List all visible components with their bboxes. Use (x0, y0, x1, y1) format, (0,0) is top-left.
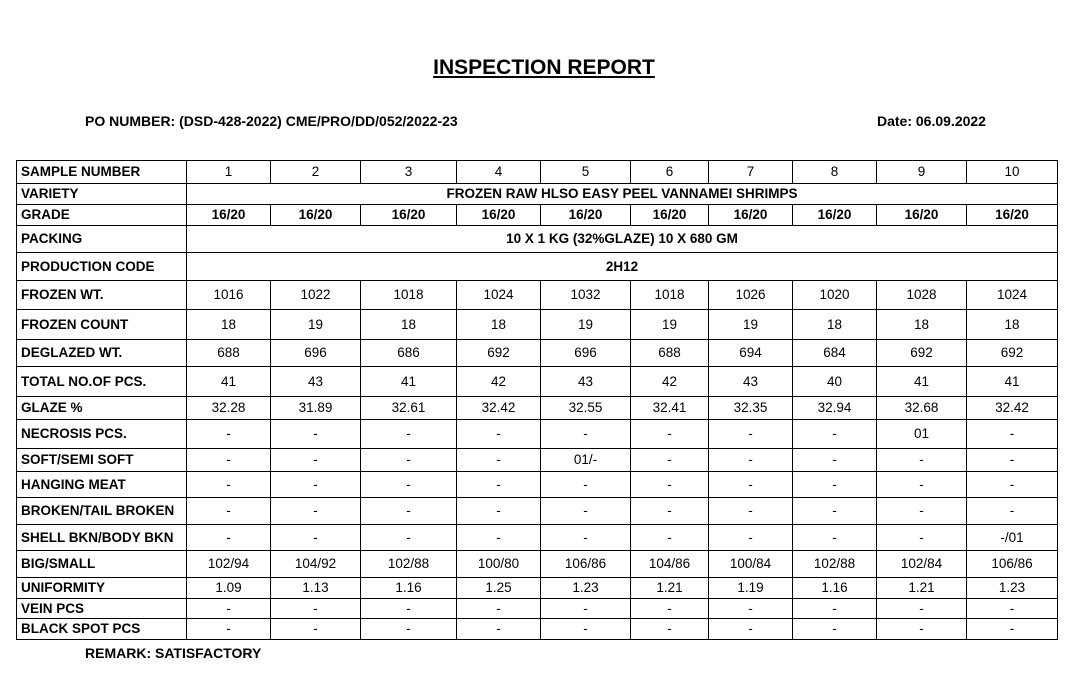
sample-cell: 7 (709, 161, 793, 184)
table-row (17, 525, 1058, 551)
sample-cell: 3 (361, 161, 457, 184)
sample-cell: 6 (631, 161, 709, 184)
sample-number-row (17, 161, 1058, 184)
value-cell: 1028 (877, 281, 967, 310)
value-cell: 696 (271, 340, 361, 367)
value-cell: 1024 (457, 281, 541, 310)
table-row (17, 498, 1058, 525)
value-cell: - (967, 449, 1058, 472)
value-cell: - (361, 599, 457, 619)
grade-cell: 16/20 (877, 205, 967, 226)
value-cell: 684 (793, 340, 877, 367)
variety-row (17, 184, 1058, 205)
value-cell: - (271, 599, 361, 619)
value-cell: 106/86 (541, 551, 631, 578)
value-cell: 102/88 (361, 551, 457, 578)
value-cell: - (793, 449, 877, 472)
value-cell: - (541, 498, 631, 525)
value-cell: 01 (877, 420, 967, 449)
value-cell: 1018 (631, 281, 709, 310)
row-label: HANGING MEAT (17, 472, 187, 498)
row-label: PRODUCTION CODE (17, 253, 187, 281)
value-cell: 100/84 (709, 551, 793, 578)
value-cell: - (709, 472, 793, 498)
value-cell: - (793, 498, 877, 525)
inspection-table (16, 160, 1058, 640)
value-cell: 692 (457, 340, 541, 367)
value-cell: -/01 (967, 525, 1058, 551)
value-cell: 43 (271, 367, 361, 397)
sample-cell: 2 (271, 161, 361, 184)
value-cell: 100/80 (457, 551, 541, 578)
grade-cell: 16/20 (631, 205, 709, 226)
value-cell: 1016 (187, 281, 271, 310)
row-label: PACKING (17, 226, 187, 253)
value-cell: - (877, 498, 967, 525)
value-cell: - (361, 525, 457, 551)
value-cell: 32.41 (631, 397, 709, 420)
value-cell: 1032 (541, 281, 631, 310)
value-cell: - (541, 525, 631, 551)
value-cell: 696 (541, 340, 631, 367)
value-cell: - (457, 619, 541, 640)
value-cell: - (793, 525, 877, 551)
value-cell: 32.42 (967, 397, 1058, 420)
value-cell: 1.09 (187, 578, 271, 599)
value-cell: 1018 (361, 281, 457, 310)
value-cell: - (967, 498, 1058, 525)
value-cell: 102/88 (793, 551, 877, 578)
sample-cell: 10 (967, 161, 1058, 184)
value-cell: - (967, 420, 1058, 449)
grade-cell: 16/20 (709, 205, 793, 226)
value-cell: 32.42 (457, 397, 541, 420)
value-cell: 692 (877, 340, 967, 367)
row-label: SAMPLE NUMBER (17, 161, 187, 184)
row-label: BLACK SPOT PCS (17, 619, 187, 640)
value-cell: - (877, 599, 967, 619)
value-cell: - (709, 449, 793, 472)
value-cell: 692 (967, 340, 1058, 367)
value-cell: 102/94 (187, 551, 271, 578)
grade-row (17, 205, 1058, 226)
value-cell: - (709, 599, 793, 619)
value-cell: 1.21 (631, 578, 709, 599)
value-cell: - (457, 525, 541, 551)
value-cell: - (877, 449, 967, 472)
value-cell: - (631, 498, 709, 525)
row-label: GRADE (17, 205, 187, 226)
value-cell: - (457, 599, 541, 619)
value-cell: 42 (631, 367, 709, 397)
value-cell: - (877, 525, 967, 551)
value-cell: 18 (187, 310, 271, 340)
value-cell: 19 (631, 310, 709, 340)
value-cell: 42 (457, 367, 541, 397)
grade-cell: 16/20 (967, 205, 1058, 226)
value-cell: - (793, 472, 877, 498)
packing-cell: 10 X 1 KG (32%GLAZE) 10 X 680 GM (187, 226, 1058, 253)
value-cell: 18 (793, 310, 877, 340)
value-cell: - (271, 449, 361, 472)
value-cell: - (187, 420, 271, 449)
value-cell: - (541, 599, 631, 619)
value-cell: - (187, 498, 271, 525)
row-label: GLAZE % (17, 397, 187, 420)
value-cell: - (271, 472, 361, 498)
value-cell: - (967, 472, 1058, 498)
row-label: SHELL BKN/BODY BKN (17, 525, 187, 551)
sample-cell: 1 (187, 161, 271, 184)
value-cell: 41 (877, 367, 967, 397)
value-cell: - (361, 472, 457, 498)
value-cell: 32.94 (793, 397, 877, 420)
grade-cell: 16/20 (793, 205, 877, 226)
table-row (17, 340, 1058, 367)
table-row (17, 472, 1058, 498)
sample-cell: 4 (457, 161, 541, 184)
value-cell: - (709, 525, 793, 551)
value-cell: 32.35 (709, 397, 793, 420)
value-cell: 1.16 (361, 578, 457, 599)
value-cell: - (271, 619, 361, 640)
value-cell: - (187, 449, 271, 472)
table-row (17, 551, 1058, 578)
production-code-row (17, 253, 1058, 281)
table-row (17, 449, 1058, 472)
value-cell: - (967, 619, 1058, 640)
value-cell: 19 (709, 310, 793, 340)
value-cell: 1024 (967, 281, 1058, 310)
value-cell: - (793, 619, 877, 640)
table-row (17, 599, 1058, 619)
value-cell: 18 (877, 310, 967, 340)
row-label: VEIN PCS (17, 599, 187, 619)
value-cell: - (541, 420, 631, 449)
value-cell: 1022 (271, 281, 361, 310)
measurement-rows (17, 281, 1058, 640)
value-cell: - (709, 619, 793, 640)
value-cell: 32.28 (187, 397, 271, 420)
value-cell: 32.61 (361, 397, 457, 420)
report-title: INSPECTION REPORT (433, 56, 655, 79)
table-row (17, 397, 1058, 420)
row-label: FROZEN COUNT (17, 310, 187, 340)
value-cell: 1.21 (877, 578, 967, 599)
value-cell: - (877, 619, 967, 640)
value-cell: - (877, 472, 967, 498)
value-cell: - (187, 472, 271, 498)
grade-cell: 16/20 (457, 205, 541, 226)
value-cell: 104/86 (631, 551, 709, 578)
row-label: FROZEN WT. (17, 281, 187, 310)
report-date: Date: 06.09.2022 (877, 113, 986, 129)
value-cell: 1.23 (967, 578, 1058, 599)
value-cell: 1.19 (709, 578, 793, 599)
value-cell: 41 (187, 367, 271, 397)
value-cell: 1.13 (271, 578, 361, 599)
value-cell: - (457, 472, 541, 498)
value-cell: - (709, 498, 793, 525)
value-cell: - (271, 420, 361, 449)
value-cell: - (361, 420, 457, 449)
value-cell: 1020 (793, 281, 877, 310)
table-row (17, 367, 1058, 397)
row-label: DEGLAZED WT. (17, 340, 187, 367)
value-cell: - (457, 449, 541, 472)
value-cell: 18 (361, 310, 457, 340)
po-number: PO NUMBER: (DSD-428-2022) CME/PRO/DD/052/2022-23 (85, 113, 458, 129)
value-cell: 32.55 (541, 397, 631, 420)
value-cell: 19 (271, 310, 361, 340)
grade-cell: 16/20 (361, 205, 457, 226)
value-cell: - (187, 525, 271, 551)
row-label: BROKEN/TAIL BROKEN (17, 498, 187, 525)
row-label: VARIETY (17, 184, 187, 205)
value-cell: 41 (361, 367, 457, 397)
grade-cell: 16/20 (541, 205, 631, 226)
row-label: BIG/SMALL (17, 551, 187, 578)
value-cell: 1.25 (457, 578, 541, 599)
row-label: SOFT/SEMI SOFT (17, 449, 187, 472)
value-cell: - (457, 420, 541, 449)
value-cell: - (631, 619, 709, 640)
value-cell: 1.23 (541, 578, 631, 599)
value-cell: - (361, 619, 457, 640)
table-row (17, 619, 1058, 640)
value-cell: - (541, 619, 631, 640)
row-label: NECROSIS PCS. (17, 420, 187, 449)
value-cell: 32.68 (877, 397, 967, 420)
production-code-cell: 2H12 (187, 253, 1058, 281)
table-row (17, 281, 1058, 310)
value-cell: - (361, 498, 457, 525)
value-cell: - (631, 599, 709, 619)
value-cell: 102/84 (877, 551, 967, 578)
value-cell: - (457, 498, 541, 525)
remark: REMARK: SATISFACTORY (85, 645, 262, 661)
grade-cell: 16/20 (187, 205, 271, 226)
table-row (17, 578, 1058, 599)
value-cell: 19 (541, 310, 631, 340)
value-cell: - (631, 449, 709, 472)
value-cell: 18 (457, 310, 541, 340)
row-label: TOTAL NO.OF PCS. (17, 367, 187, 397)
value-cell: 688 (631, 340, 709, 367)
value-cell: - (187, 599, 271, 619)
row-label: UNIFORMITY (17, 578, 187, 599)
value-cell: - (793, 420, 877, 449)
value-cell: 104/92 (271, 551, 361, 578)
table-row (17, 420, 1058, 449)
grade-cell: 16/20 (271, 205, 361, 226)
value-cell: 18 (967, 310, 1058, 340)
value-cell: 106/86 (967, 551, 1058, 578)
sample-cell: 8 (793, 161, 877, 184)
value-cell: - (187, 619, 271, 640)
value-cell: 43 (709, 367, 793, 397)
variety-cell: FROZEN RAW HLSO EASY PEEL VANNAMEI SHRIMPS (187, 184, 1058, 205)
value-cell: 40 (793, 367, 877, 397)
value-cell: - (271, 498, 361, 525)
value-cell: 688 (187, 340, 271, 367)
sample-cell: 5 (541, 161, 631, 184)
value-cell: - (541, 472, 631, 498)
value-cell: - (709, 420, 793, 449)
value-cell: 694 (709, 340, 793, 367)
packing-row (17, 226, 1058, 253)
value-cell: - (793, 599, 877, 619)
value-cell: 686 (361, 340, 457, 367)
value-cell: 43 (541, 367, 631, 397)
value-cell: - (967, 599, 1058, 619)
value-cell: - (631, 420, 709, 449)
sample-cell: 9 (877, 161, 967, 184)
value-cell: 1.16 (793, 578, 877, 599)
value-cell: 01/- (541, 449, 631, 472)
value-cell: 1026 (709, 281, 793, 310)
value-cell: 41 (967, 367, 1058, 397)
value-cell: - (361, 449, 457, 472)
value-cell: 31.89 (271, 397, 361, 420)
value-cell: - (631, 472, 709, 498)
value-cell: - (631, 525, 709, 551)
table-row (17, 310, 1058, 340)
value-cell: - (271, 525, 361, 551)
